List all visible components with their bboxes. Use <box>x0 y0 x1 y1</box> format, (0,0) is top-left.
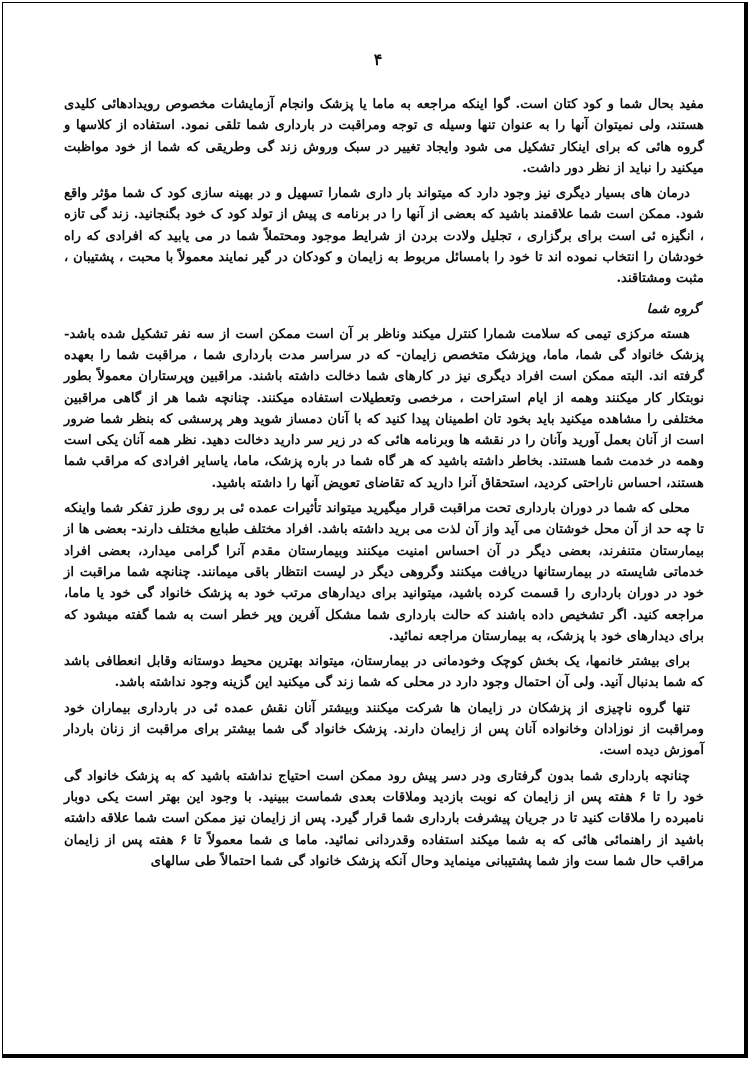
paragraph: محلی که شما در دوران بارداری تحت مراقبت قرار میگیرید میتواند تأثیرات عمده ئی بر روی طرز تفکر شما واینکه تا چه حد از آن محل خوشتان می آید واز آن لذت می برید داشته باشد. افراد مختلف طبایع مختلف دارند- بعضی ها از بیمارستان متنفرند، بعضی دیگر در آن احساس امنیت میکنند وبیمارستان مقدم آنرا گرامی میدارد، بعضی افراد خدماتی شایسته در بیمارستانها دریافت میکنند وگروهی دیگر در لیست انتظار باقی میمانند. چنانچه شما مراقبت از خود در دوران بارداری را قسمت کرده باشید، میتوانید برای دیدارهای مرتب خود به پزشک خانواد گی خود یا ماما، مراجعه کنید. اگر تشخیص داده باشند که حالت بارداری شما مشکل آفرین وپر خطر است به شما گفته میشود که برای دیدارهای خود با پزشک، به بیمارستان مراجعه نمائید. <box>64 501 704 644</box>
paragraph: مفید بحال شما و کود کتان است. گوا اینکه مراجعه به ماما یا پزشک وانجام آزمایشات مخصوص رویدادهائی کلیدی هستند، ولی نمیتوان آنها را به عنوان تنها وسیله ی توجه ومراقبت در بارداری شما تلقی نمود. استفاده از کلاسها و گروه هائی که برای اینکار تشکیل می شود وایجاد تغییر در سبک وروش زند گی وطریقی که شما از خود مواظبت میکنید را نباید از نظر دور داشت. <box>64 97 704 176</box>
document-body <box>64 94 704 876</box>
paragraph: چنانچه بارداری شما بدون گرفتاری ودر دسر پیش رود ممکن است احتیاج نداشته باشید که به پزشک خانواد گی خود را تا ۶ هفته پس از زایمان که نوبت بازدید وملاقات بعدی شماست ببینید. با وجود این بهتر است یکی دوبار نامبرده را ملاقات کنید تا در جریان پیشرفت بارداری شما قرار گیرد. پس از زایمان نیز ممکن است شما علاقه داشته باشید از راهنمائی هائی که به شما میکند استفاده وقدردانی نمائید. ماما ی شما معمولاً تا ۶ هفته پس از زایمان مراقب حال شما ست واز شما پشتیبانی مینماید وحال آنکه پزشک خانواد گی شما احتمالاً طی سالهای <box>64 768 704 869</box>
paragraph: درمان های بسیار دیگری نیز وجود دارد که میتواند بار داری شمارا تسهیل و در بهینه سازی کود ک شما مؤثر واقع شود. ممکن است شما علاقمند باشید که بعضی از آنها را در برنامه ی پیش از تولد کود ک خود بگنجانید. زند گی تازه ، انگیزه ئی است برای برگزاری ، تجلیل ولادت بردن از شرایط موجود ومحتملاً شما در می یابید که افرادی که راه خودشان را انتخاب نموده اند تا خود را بامسائل مربوط به زایمان و کودکان در گیر نمایند معمولاً با محبت ، پشتیبان ، مثبت ومشتاقند. <box>64 186 704 287</box>
paragraph: هسته مرکزی تیمی که سلامت شمارا کنترل میکند وناظر بر آن است ممکن است از سه نفر تشکیل شده باشد- پزشک خانواد گی شما، ماما، وپزشک متخصص زایمان- که در سراسر مدت بارداری شما ، مراقبت شما را بعهده گرفته اند. البته ممکن است افراد دیگری نیز در کارهای شما دخالت داشته باشند. مراقبین وپرستاران معمولاً بطور نوبتکار کار میکنند وهمه از ایام استراحت ، مرخصی وتعطیلات استفاده میکنند. چنانچه شما هر از گاهی مراقبین مختلفی را مشاهده میکنید باید بخود تان اطمینان پیدا کنید که با آنان دمساز شوید وهر پرسشی که بنظر شما ضرور است از آنان بعمل آورید وآنان را در نقشه ها وبرنامه هائی که در زیر سر دارید دخالت دهید. نظر همه آنان یکی است وهمه در خدمت شما هستند. بخاطر داشته باشید که هر گاه شما در باره پزشک، ماما، یاسایر افرادی که مراقب شما هستند، احساس ناراحتی کردید، استحقاق آنرا دارید که تقاضای تعویض آنها را داشته باشید. <box>64 326 704 491</box>
section-heading: گروه شما <box>646 301 700 317</box>
paragraph: تنها گروه ناچیزی از پزشکان در زایمان ها شرکت میکنند وبیشتر آنان نقش عمده ئی در بارداری بیماران خود ومراقبت از نوزادان وخانواده آنان پس از زایمان دارند. پزشک خانواد گی شما بیشتر برای مراقبت از زنان باردار آموزش دیده است. <box>64 700 704 759</box>
paragraph: برای بیشتر خانمها، یک بخش کوچک وخودمانی در بیمارستان، میتواند بهترین محیط دوستانه وقابل انعطافی باشد که شما بدنبال آنید. ولی آن احتمال وجود دارد در محلی که شما زند گی میکنید این گزینه وجود نداشته باشد. <box>64 654 704 691</box>
page-number: ۴ <box>373 50 383 69</box>
